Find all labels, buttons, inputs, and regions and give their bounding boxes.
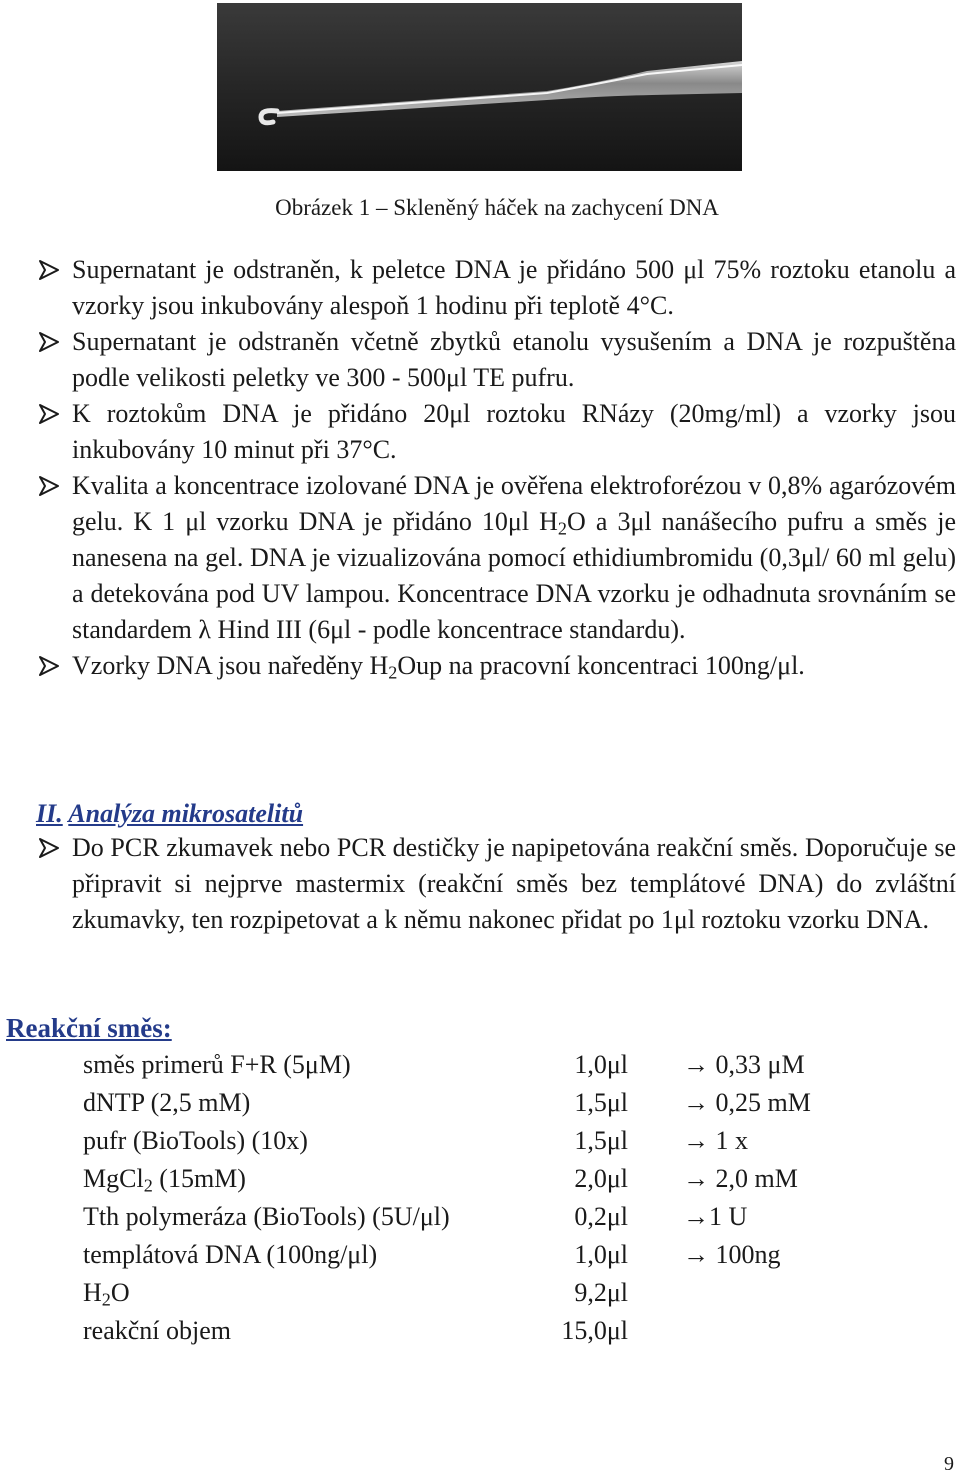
list-item	[36, 324, 956, 396]
figure-photo-glass-hook	[217, 3, 742, 171]
arrow-right-icon: →	[683, 1202, 709, 1231]
list-item	[36, 396, 956, 468]
component-amount: 1,0μl	[574, 1050, 628, 1079]
component-name	[83, 1160, 246, 1198]
bullet-text: Do PCR zkumavek nebo PCR destičky je napipetována reakční směs. Doporučuje se připravit si nejprve mastermix (reakční směs bez templátové DNA) do zvláštní zkumavky, ten rozpipetovat a k němu nakonec přidat po 1μl roztoku vzorku DNA.	[72, 833, 956, 934]
arrow-right-icon: →	[683, 1088, 709, 1117]
component-name: pufr (BioTools) (10x)	[83, 1126, 308, 1155]
bullet-text-part: Oup na pracovní koncentraci 100ng/μl.	[397, 651, 805, 680]
arrowhead-bullet-icon	[36, 468, 66, 504]
component-amount: 9,2μl	[574, 1278, 628, 1307]
subscript: 2	[388, 662, 398, 683]
bullet-text-part: Kvalita a koncentrace izolované DNA je ověřena elektroforézou v 0,8% agarózovém gelu. K 1 μl vzorku DNA je přidáno 10μl H	[72, 471, 956, 536]
bullet-text-part: Vzorky DNA jsou naředěny H	[72, 651, 389, 680]
reaction-row	[0, 1046, 960, 1084]
section-number: II.	[36, 799, 63, 828]
bullet-list	[36, 252, 956, 684]
bullet-text	[72, 651, 805, 683]
arrow-right-icon: →	[683, 1050, 709, 1079]
component-name: templátová DNA (100ng/μl)	[83, 1240, 378, 1269]
component-result	[683, 1160, 798, 1198]
bullet-text	[72, 471, 956, 644]
arrowhead-bullet-icon	[36, 648, 66, 684]
component-amount: 2,0μl	[574, 1164, 628, 1193]
list-item	[36, 648, 956, 684]
arrowhead-bullet-icon	[36, 830, 66, 866]
reaction-row	[0, 1274, 960, 1312]
figure-caption: Obrázek 1 – Skleněný háček na zachycení DNA	[275, 195, 719, 220]
reaction-row	[0, 1084, 960, 1122]
component-amount: 1,0μl	[574, 1240, 628, 1269]
component-result	[683, 1046, 805, 1084]
reaction-row	[0, 1236, 960, 1274]
glass-hook-illustration	[217, 3, 742, 171]
final-concentration: 0,25 mM	[715, 1088, 811, 1117]
bullet-text: K roztokům DNA je přidáno 20μl roztoku RNázy (20mg/ml) a vzorky jsou inkubovány 10 minut při 37°C.	[72, 399, 956, 464]
component-result	[683, 1084, 811, 1122]
bullet-list	[36, 830, 956, 938]
section-heading	[36, 796, 303, 832]
arrow-right-icon: →	[683, 1164, 709, 1193]
component-result	[683, 1236, 781, 1274]
reaction-mix-title: Reakční směs:	[6, 1013, 172, 1043]
component-name-part: H	[83, 1278, 102, 1307]
component-name: Tth polymeráza (BioTools) (5U/μl)	[83, 1202, 450, 1231]
list-item	[36, 830, 956, 938]
page-number: 9	[944, 1453, 954, 1475]
component-name: reakční objem	[83, 1316, 231, 1345]
component-amount: 15,0μl	[561, 1316, 628, 1345]
reaction-row	[0, 1160, 960, 1198]
bullet-text-part: O a 3μl nanášecího pufru a směs je nanesena na gel. DNA je vizualizována pomocí ethidiumbromidu (0,3μl/ 60 ml gelu) a detekována pod UV lampou. Koncentrace DNA vzorku je odhadnuta srovnáním se standardem λ Hind III (6μl - podle koncentrace standardu).	[72, 507, 956, 644]
component-name-part: (15mM)	[152, 1164, 246, 1193]
final-concentration: 0,33 μM	[715, 1050, 805, 1079]
list-item	[36, 468, 956, 648]
arrow-right-icon: →	[683, 1126, 709, 1155]
reaction-row	[0, 1312, 960, 1350]
component-name	[83, 1274, 130, 1312]
subscript: 2	[101, 1289, 111, 1310]
arrowhead-bullet-icon	[36, 252, 66, 288]
reaction-row	[0, 1122, 960, 1160]
component-result	[683, 1122, 748, 1160]
list-item	[36, 252, 956, 324]
component-name: dNTP (2,5 mM)	[83, 1088, 251, 1117]
component-name-part: MgCl	[83, 1164, 144, 1193]
component-amount: 1,5μl	[574, 1126, 628, 1155]
arrowhead-bullet-icon	[36, 324, 66, 360]
component-name-part: O	[110, 1278, 130, 1307]
final-concentration: 2,0 mM	[715, 1164, 798, 1193]
final-concentration: 1 U	[709, 1202, 748, 1231]
component-amount: 0,2μl	[574, 1202, 628, 1231]
reaction-row	[0, 1198, 960, 1236]
final-concentration: 1 x	[715, 1126, 748, 1155]
bullet-text: Supernatant je odstraněn, k peletce DNA je přidáno 500 μl 75% roztoku etanolu a vzorky jsou inkubovány alespoň 1 hodinu při teplotě 4°C.	[72, 255, 956, 320]
final-concentration: 100ng	[715, 1240, 781, 1269]
component-result	[683, 1198, 747, 1236]
component-name: směs primerů F+R (5μM)	[83, 1050, 351, 1079]
component-amount: 1,5μl	[574, 1088, 628, 1117]
arrow-right-icon: →	[683, 1240, 709, 1269]
bullet-text: Supernatant je odstraněn včetně zbytků etanolu vysušením a DNA je rozpuštěna podle velikosti peletky ve 300 - 500μl TE pufru.	[72, 327, 956, 392]
arrowhead-bullet-icon	[36, 396, 66, 432]
subscript: 2	[143, 1175, 153, 1196]
section-title: Analýza mikrosatelitů	[68, 799, 304, 828]
subscript: 2	[557, 518, 568, 539]
